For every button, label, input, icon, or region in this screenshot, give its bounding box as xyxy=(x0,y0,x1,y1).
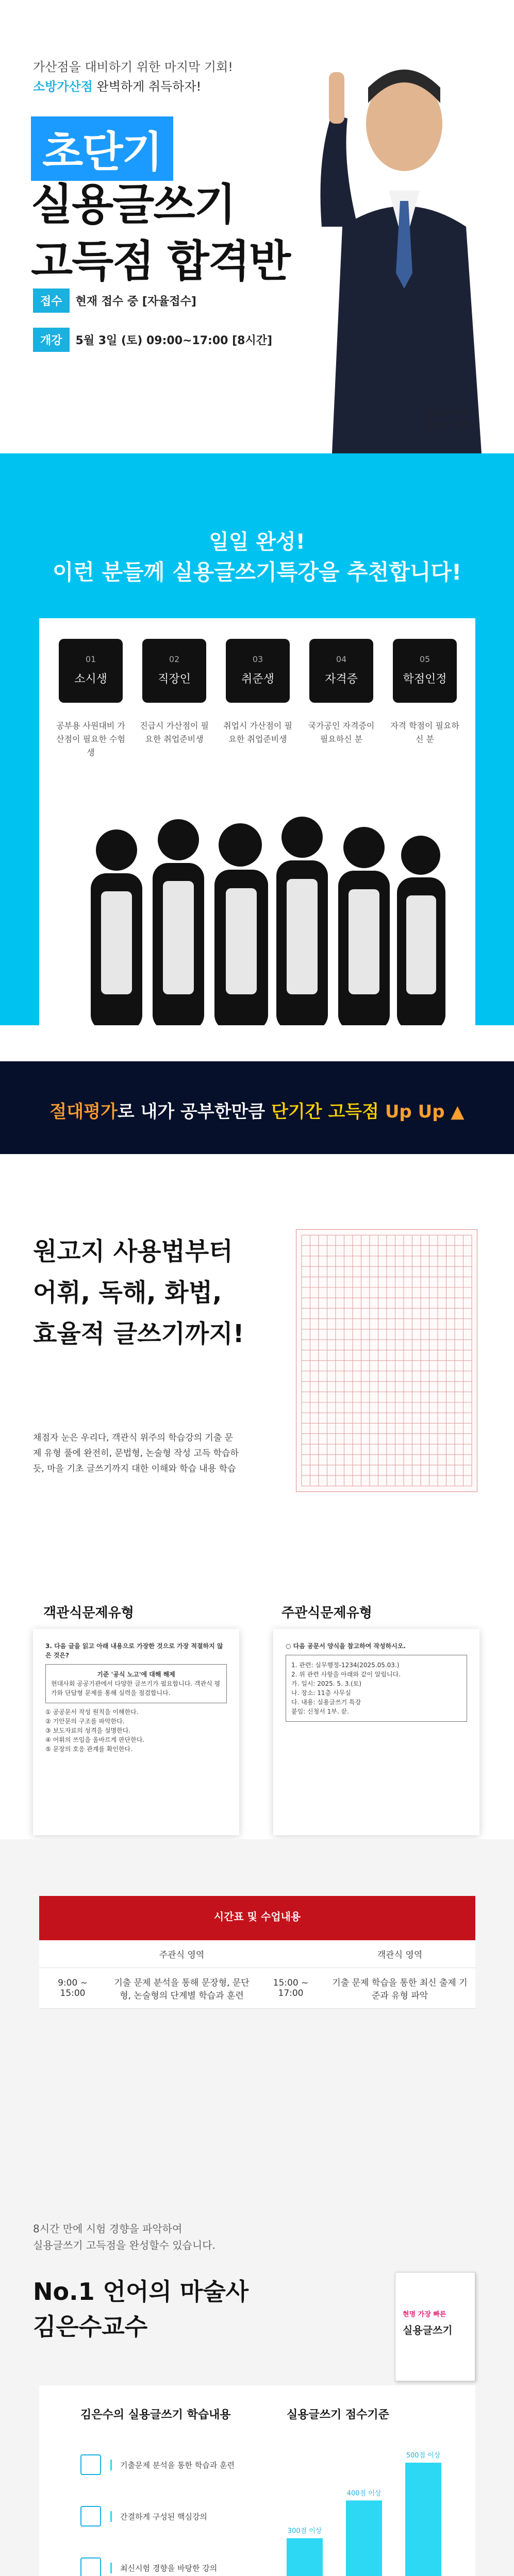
intro-line1: 8시간 만에 시험 경향을 파악하여 xyxy=(33,2223,183,2235)
chart-value-label: 500점 이상 xyxy=(406,2452,441,2460)
schedule-header: 주관식 영역 xyxy=(106,1940,257,1968)
hero-tagline-highlight: 소방가산점 xyxy=(33,79,93,94)
recommend-card xyxy=(138,639,210,746)
instructor-section xyxy=(0,2200,514,2576)
manuscript-paper-image xyxy=(296,1229,477,1492)
form-line: 다. 내용: 실용글쓰기 특강 xyxy=(291,1699,361,1706)
form-line: 붙임: 신청서 1부. 끝. xyxy=(291,1708,349,1715)
card-label: 소시생 xyxy=(74,673,107,686)
sample-option: ① 공공문서 작성 원칙을 이해한다. xyxy=(45,1708,139,1716)
accept-value: 현재 접수 중 [자율접수] xyxy=(75,295,196,308)
card-number: 05 xyxy=(419,654,430,664)
recommend-card xyxy=(389,639,461,746)
hero-title-badge-text: 초단기 xyxy=(42,128,162,177)
caption-line1: 실용글쓰기 xyxy=(427,408,467,418)
hero-title-line3: 고득점 합격반 xyxy=(31,236,290,286)
card-label: 자격증 xyxy=(325,673,358,686)
hero-tagline-rest: 완벽하게 취득하자! xyxy=(92,79,202,94)
hero-info xyxy=(0,289,309,412)
effort-text xyxy=(0,1097,514,1123)
form-line: 가. 일시: 2025. 5. 3.(토) xyxy=(291,1680,362,1687)
effort-mid: 로 내가 공부한만큼 xyxy=(117,1101,272,1122)
card-desc: 진급시 가산점이 필요한 취업준비생 xyxy=(140,721,209,744)
recommend-card xyxy=(55,639,127,759)
card-desc: 공부용 사원대비 가산점이 필요한 수험생 xyxy=(56,721,125,757)
open-value: 5월 3일 (토) 09:00~17:00 [8시간] xyxy=(75,334,273,347)
card-desc: 자격 학점이 필요하신 분 xyxy=(390,721,459,744)
schedule-header: 객관식 영역 xyxy=(324,1940,475,1968)
chart-bar xyxy=(287,2538,323,2576)
recommend-heading-2: 이런 분들께 실용글쓰기특강을 추천합니다! xyxy=(52,560,462,585)
recommend-heading-1: 일일 완성! xyxy=(209,530,305,554)
writing-section xyxy=(0,1190,514,1602)
schedule-time: 15:00 ~ 17:00 xyxy=(257,1968,324,2009)
hero-subtitle: 가산점을 대비하기 위한 마지막 기회! xyxy=(33,60,233,74)
writing-description: 채점자 눈은 우리다, 객관식 위주의 학습강의 기출 문제 유형 풀에 완전히, 문법형, 논술형 작성 고득 학습하듯, 마을 기초 글쓰기까지 대한 이해와 학습 내용 학습 xyxy=(33,1433,239,1474)
hero-section xyxy=(0,0,514,453)
textbook-cover xyxy=(395,2272,475,2381)
book-icon xyxy=(80,2506,101,2527)
accept-tag: 접수 xyxy=(33,289,70,313)
schedule-table xyxy=(39,1910,475,2009)
chart-value-label: 400점 이상 xyxy=(346,2489,382,2498)
score-chart-title: 실용글쓰기 점수기준 xyxy=(287,2409,389,2421)
document-icon xyxy=(80,2557,101,2576)
instructor-name: 김은수교수 xyxy=(33,2313,148,2341)
card-number: 02 xyxy=(169,654,180,664)
card-label: 취준생 xyxy=(241,673,274,686)
effort-upup: Up Up xyxy=(378,1101,445,1122)
schedule-empty xyxy=(39,1940,106,1968)
card-desc: 취업시 가산점이 필요한 취업준비생 xyxy=(223,721,292,744)
schedule-caption: 시간표 및 수업내용 xyxy=(39,1896,475,1937)
sample-option: ② 기안문의 구조를 파악한다. xyxy=(45,1718,125,1725)
card-badge xyxy=(226,639,290,703)
chart-bar xyxy=(346,2500,382,2576)
sample-passage-box xyxy=(45,1664,227,1703)
hero-accept-row xyxy=(33,289,196,313)
multiple-choice-label: 객관식문제유형 xyxy=(43,1605,134,1621)
writing-heading-1: 원고지 사용법부터 xyxy=(33,1237,233,1266)
book-subtitle: 현명 가장 빠른 xyxy=(403,2311,446,2318)
recommend-panel xyxy=(39,618,475,1025)
card-number: 03 xyxy=(252,654,263,664)
instructor-tagline: No.1 언어의 마술사 xyxy=(33,2278,249,2306)
card-desc: 국가공인 자격증이 필요하신 분 xyxy=(308,721,375,744)
arrow-up-icon: ▲ xyxy=(451,1101,465,1122)
phone-icon xyxy=(80,2454,101,2475)
hero-caption xyxy=(427,407,469,432)
form-line: 1. 관련: 실무행정-1234(2025.05.03.) xyxy=(291,1662,400,1669)
sample-question: ○ 다음 공문서 양식을 참고하여 작성하시오. xyxy=(286,1642,406,1650)
score-chart xyxy=(266,2437,462,2576)
feature-label: 간결하게 구성된 핵심강의 xyxy=(110,2511,235,2522)
open-tag: 개강 xyxy=(33,328,70,352)
feature-item xyxy=(80,2499,235,2534)
card-badge xyxy=(142,639,206,703)
schedule-grid xyxy=(39,1940,475,2009)
schedule-content: 기출 문제 학습을 통한 최신 출제 기준과 유형 파악 xyxy=(324,1968,475,2009)
passage-body: 현대사회 공공기관에서 다양한 글쓰기가 필요합니다. 객관식 평가와 단답형 문제를 통해 실력을 점검합니다. xyxy=(51,1680,221,1697)
sample-form-box xyxy=(286,1655,467,1722)
subjective-label: 주관식문제유형 xyxy=(281,1605,372,1621)
schedule-content: 기출 문제 분석을 통해 문장형, 문단형, 논술형의 단계별 학습과 훈련 xyxy=(106,1968,257,2009)
card-label: 학점인정 xyxy=(403,673,447,686)
chart-value-label: 300점 이상 xyxy=(287,2527,322,2535)
form-line: 나. 장소: 11층 사무실 xyxy=(291,1689,351,1697)
effort-banner xyxy=(0,1025,514,1190)
question-types-section xyxy=(0,1602,514,1839)
intro-line2: 실용글쓰기 고득점을 완성할수 있습니다. xyxy=(33,2239,215,2251)
form-line: 2. 위 관련 사항을 아래와 같이 알립니다. xyxy=(291,1671,401,1678)
hero-tagline xyxy=(33,76,201,94)
feature-item xyxy=(80,2447,235,2482)
recommend-card xyxy=(305,639,377,746)
chart-bar xyxy=(405,2463,441,2576)
feature-label: 기출문제 분석을 통한 학습과 훈련 xyxy=(110,2460,235,2470)
writing-heading-3: 효율적 글쓰기까지! xyxy=(33,1319,244,1348)
schedule-time: 9:00 ~ 15:00 xyxy=(39,1968,106,2009)
instructor-photo xyxy=(311,31,487,453)
card-badge xyxy=(393,639,457,703)
students-illustration xyxy=(39,788,475,1025)
recommend-card xyxy=(222,639,294,746)
subjective-sample xyxy=(273,1629,479,1835)
multiple-choice-sample xyxy=(33,1629,239,1835)
hero-title-line2: 실용글쓰기 xyxy=(31,179,235,230)
card-label: 직장인 xyxy=(158,673,191,686)
feature-label: 최신시험 경향을 바탕한 강의 xyxy=(110,2563,235,2573)
sample-question: 3. 다음 글을 읽고 아래 내용으로 가장한 것으로 가장 적절하지 않은 것은? xyxy=(45,1642,223,1659)
schedule-empty xyxy=(257,1940,324,1968)
sample-option: ④ 어휘의 쓰임을 올바르게 판단한다. xyxy=(45,1736,145,1743)
sample-option: ③ 보도자료의 성격을 설명한다. xyxy=(45,1727,131,1734)
recommend-section xyxy=(0,453,514,1025)
card-badge xyxy=(59,639,123,703)
passage-title: 기준 '공식 노고'에 대해 해제 xyxy=(97,1671,175,1678)
effort-highlight-1: 절대평가 xyxy=(49,1101,118,1122)
instructor-intro xyxy=(33,2221,215,2253)
caption-line2: 김은수 교수 xyxy=(427,420,470,430)
effort-highlight-2: 단기간 고득점 xyxy=(271,1101,379,1122)
card-number: 04 xyxy=(336,654,347,664)
feature-item xyxy=(80,2550,235,2576)
curriculum-title: 김은수의 실용글쓰기 학습내용 xyxy=(80,2409,231,2421)
card-number: 01 xyxy=(85,654,96,664)
book-title: 실용글쓰기 xyxy=(403,2324,453,2336)
sample-option: ⑤ 문장의 호응 관계를 확인한다. xyxy=(45,1745,132,1753)
hero-open-row xyxy=(33,328,272,352)
schedule-section xyxy=(0,1839,514,2200)
card-badge xyxy=(309,639,373,703)
writing-heading-2: 어휘, 독해, 화법, xyxy=(33,1278,222,1307)
instructor-panel xyxy=(39,2385,475,2576)
